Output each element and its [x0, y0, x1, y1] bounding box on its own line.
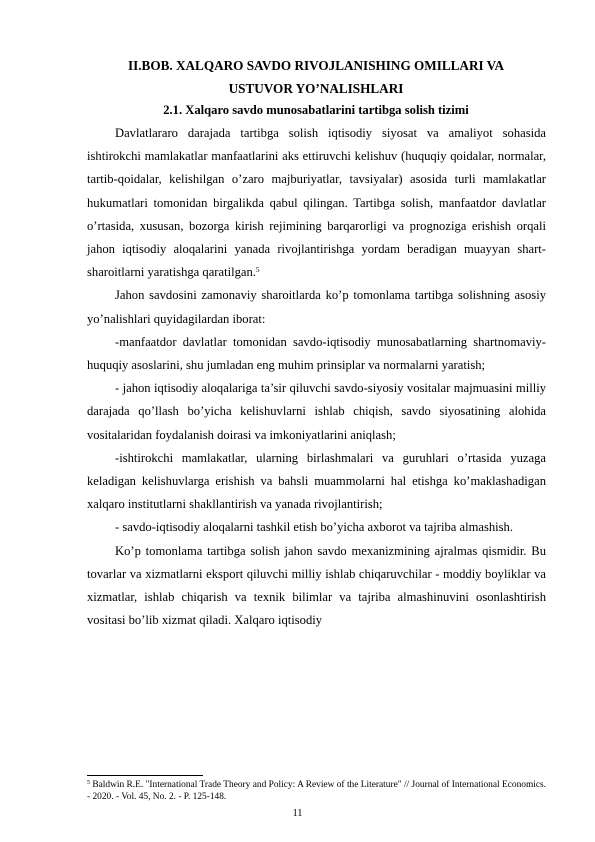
- footnote-separator: [87, 775, 203, 776]
- chapter-title-line-2: USTUVOR YO’NALISHLARI: [228, 81, 404, 96]
- body-text: [87, 122, 546, 632]
- footnote-text: Baldwin R.E. "International Trade Theory and Policy: A Review of the Literature" // Journal of International Economics. - 2020. - Vol. 45, No. 2. - P. 125-148.: [87, 780, 547, 802]
- footnote-number: 5: [87, 780, 90, 786]
- paragraph: - jahon iqtisodiy aloqalariga ta’sir qiluvchi savdo-siyosiy vositalar majmuasini milliy darajada qo’llash bo’yicha kelishuvlarni ishlab chiqish, savdo siyosatining alohida vositalaridan foydalanish doirasi va imkoniyatlarini aniqlash;: [87, 381, 546, 442]
- page-number: 11: [292, 808, 303, 819]
- paragraph: -manfaatdor davlatlar tomonidan savdo-iqtisodiy munosabatlarning shartnomaviy-huquqiy asoslarini, shu jumladan eng muhim prinsiplar va normalarni yaratish;: [87, 334, 546, 373]
- paragraph: - savdo-iqtisodiy aloqalarni tashkil etish bo’yicha axborot va tajriba almashish.: [115, 520, 514, 535]
- footnote: [87, 780, 546, 803]
- section-title: 2.1. Xalqaro savdo munosabatlarini tartibga solish tizimi: [163, 103, 469, 117]
- paragraph: Davlatlararo darajada tartibga solish iqtisodiy siyosat va amaliyot sohasida ishtirokchi mamlakatlar manfaatlarini aks ettiruvchi kelishuv (huquqiy qoidalar, normalar, tartib-qoidalar, kelishilgan o’zaro majburiyatlar, tavsiyalar) asosida turli mamlakatlar hukumatlari tomonidan birgalikda qabul qilingan. Tartibga solish, manfaatdor davlatlar o’rtasida, xususan, bozorga kirish rejimining barqarorligi va prognoziga erishish orqali jahon iqtisodiy aloqalarini yanada rivojlantirishga yordam beradigan muayyan shart-sharoitlarni yaratishga qaratilgan.$^5$: [87, 126, 546, 280]
- footnote-reference: 5: [255, 265, 260, 275]
- paragraph: Ko’p tomonlama tartibga solish jahon savdo mexanizmining ajralmas qismidir. Bu tovarlar va xizmatlarni eksport qiluvchi milliy ishlab chiqaruvchilar - moddiy boyliklar va xizmatlar, ishlab chiqarish va texnik bilimlar va tajriba almashinuvini osonlashtirish vositasi bo’lib xizmat qiladi. Xalqaro iqtisodiy: [87, 543, 546, 628]
- paragraph: -ishtirokchi mamlakatlar, ularning birlashmalari va guruhlari o’rtasida yuzaga keladigan kelishuvlarga erishish va bahsli muammolarni hal etishga ko’maklashadigan xalqaro institutlarni shakllantirish va yanada rivojlantirish;: [87, 450, 546, 512]
- paragraph: Jahon savdosini zamonaviy sharoitlarda ko’p tomonlama tartibga solishning asosiy yo’nalishlari quyidagilardan iborat:: [87, 288, 546, 326]
- chapter-title-line-1: II.BOB. XALQARO SAVDO RIVOJLANISHING OMILLARI VA: [127, 58, 505, 73]
